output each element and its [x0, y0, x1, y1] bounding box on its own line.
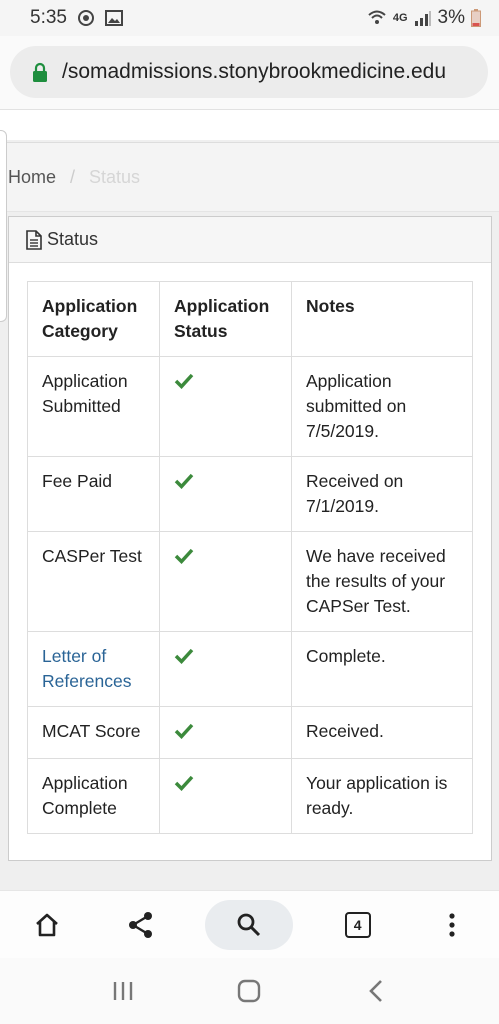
- status-bar: [0, 0, 499, 36]
- breadcrumb: [0, 142, 499, 212]
- check-icon: [174, 471, 194, 496]
- document-icon: [25, 230, 43, 250]
- header-notes: Notes: [292, 282, 473, 357]
- status-panel: [8, 216, 492, 861]
- status-table: [27, 281, 473, 834]
- image-icon: [105, 10, 123, 26]
- page-header-remnant: [0, 110, 499, 140]
- header-category: Application Category: [28, 282, 160, 357]
- web-page: [0, 110, 499, 890]
- search-button[interactable]: [205, 900, 293, 950]
- wifi-icon: [367, 9, 387, 27]
- back-button[interactable]: [346, 966, 406, 1016]
- row-notes: Received on 7/1/2019.: [292, 457, 473, 532]
- breadcrumb-separator: /: [70, 166, 76, 187]
- side-drawer-handle[interactable]: [0, 130, 7, 322]
- row-notes: Application submitted on 7/5/2019.: [292, 357, 473, 457]
- table-row: [28, 707, 473, 759]
- letter-of-references-link[interactable]: Letter of References: [42, 646, 132, 691]
- table-row: [28, 357, 473, 457]
- home-icon: [34, 912, 60, 938]
- row-notes: Your application is ready.: [292, 759, 473, 834]
- recent-apps-button[interactable]: [93, 966, 153, 1016]
- row-notes: Complete.: [292, 632, 473, 707]
- share-icon: [127, 911, 155, 939]
- check-icon: [174, 371, 194, 396]
- url-bar[interactable]: [10, 46, 488, 98]
- table-row: [28, 532, 473, 632]
- breadcrumb-home-link[interactable]: Home: [8, 166, 57, 187]
- header-status: Application Status: [160, 282, 292, 357]
- battery-percent: 3%: [437, 7, 465, 28]
- row-category: MCAT Score: [28, 707, 160, 759]
- row-notes: We have received the results of your CAPSer Test.: [292, 532, 473, 632]
- row-status: [160, 707, 292, 759]
- check-icon: [174, 773, 194, 798]
- row-status: [160, 632, 292, 707]
- panel-heading: [9, 217, 491, 263]
- row-category: Fee Paid: [28, 457, 160, 532]
- table-row: [28, 759, 473, 834]
- panel-title: Status: [47, 229, 99, 249]
- check-icon: [174, 721, 194, 746]
- row-category: Application Complete: [28, 759, 160, 834]
- url-text: /somadmissions.stonybrookmedicine.edu: [62, 60, 447, 83]
- browser-toolbar: [0, 890, 499, 959]
- home-square-icon: [237, 979, 261, 1003]
- breadcrumb-current: Status: [89, 166, 141, 187]
- browser-address-area: [0, 36, 499, 110]
- check-icon: [174, 546, 194, 571]
- row-category: CASPer Test: [28, 532, 160, 632]
- battery-icon: [471, 9, 481, 27]
- share-button[interactable]: [111, 900, 171, 950]
- row-status: [160, 457, 292, 532]
- table-header-row: [28, 282, 473, 357]
- tab-count: 4: [345, 912, 371, 938]
- back-chevron-icon: [368, 979, 384, 1003]
- row-category: Application Submitted: [28, 357, 160, 457]
- tab-switcher-button[interactable]: [328, 900, 388, 950]
- row-status: [160, 759, 292, 834]
- lock-icon: [32, 62, 48, 82]
- search-icon: [236, 912, 262, 938]
- clock: 5:35: [30, 7, 67, 28]
- row-status: [160, 357, 292, 457]
- menu-button[interactable]: [422, 900, 482, 950]
- row-status: [160, 532, 292, 632]
- check-icon: [174, 646, 194, 671]
- network-type: 4G: [392, 12, 408, 24]
- table-row: [28, 632, 473, 707]
- home-nav-button[interactable]: [219, 966, 279, 1016]
- sync-icon: [77, 9, 95, 27]
- table-row: [28, 457, 473, 532]
- system-nav-bar: [0, 958, 499, 1024]
- recents-icon: [111, 980, 135, 1002]
- signal-icon: [414, 10, 432, 26]
- row-category: [28, 632, 160, 707]
- more-vert-icon: [448, 912, 456, 938]
- home-button[interactable]: [17, 900, 77, 950]
- row-notes: Received.: [292, 707, 473, 759]
